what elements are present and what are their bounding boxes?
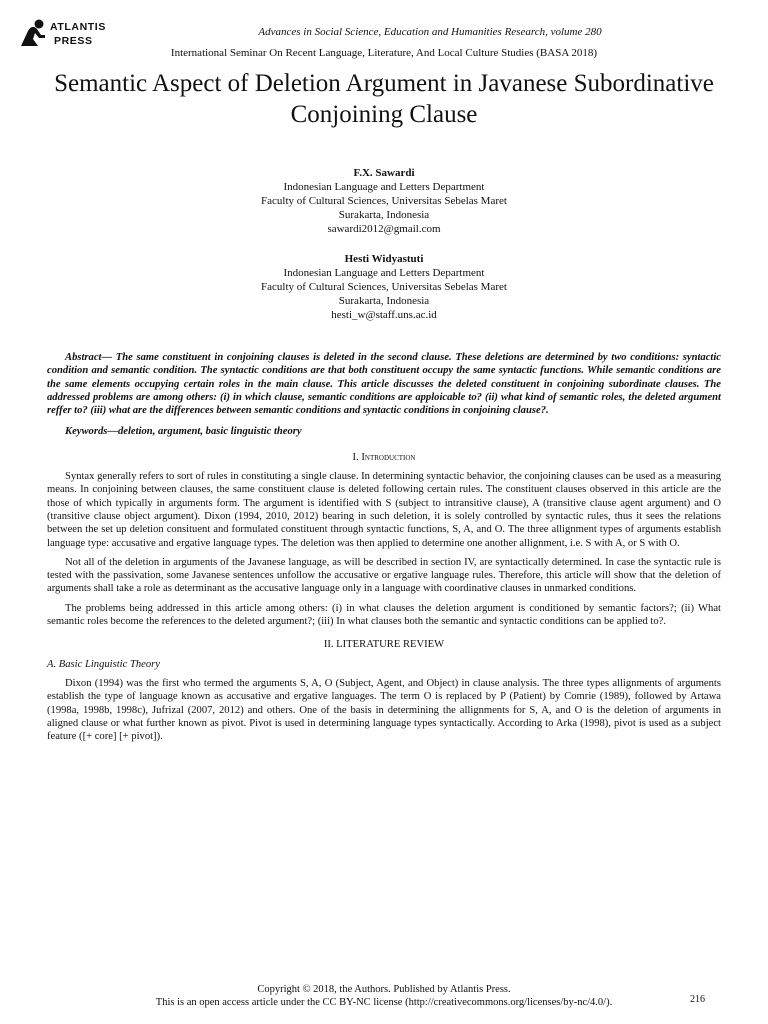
- paragraph: Syntax generally refers to sort of rules in constituting a single clause. In determining syntactic behavior, the conjoining clauses can be used as a measuring means. In conjoining between clauses, the same constituent clause is deleted following certain rules. The constituent clauses observed in this article are the those of which typically in arguments form. The argument is identified with S (subject to intransitive clause), A (transitive clause agent argument) and O (transitive clause object argument). Dixon (1994, 2010, 2012) bearing in such deletion, it is solely controlled by syntactic rules, thus it sees the relations between the set up deletion consituent and formulated constituent through syntactic functions, S, A, and O. The three allignment types of arguments establish language type: accusative and ergative language types. The deletion was then applied to determine one another allignment, i.e. S with A, or S with O.: [47, 471, 721, 549]
- paragraph: Dixon (1994) was the first who termed the arguments S, A, O (Subject, Agent, and Object) in clause analysis. The three types allignments of arguments establish the type of language known as accusative and ergative languages. The term O is replaced by P (Patient) by Comrie (1989), followed by Artawa (1998a, 1998b, 1998c), Jufrizal (2007, 2012) and others. One of the basis in determining the allignments for S, A, and O is the deletion of arguments in aligned clause or what further known as pivot. Pivot is used in determining language types syntactically. According to Arka (1998), pivot is used as a subject feature ([+ core] [+ pivot]).: [47, 677, 721, 743]
- author-faculty: Faculty of Cultural Sciences, Universitas Sebelas Maret: [261, 281, 507, 293]
- author-block: [0, 166, 768, 236]
- author-city: Surakarta, Indonesia: [338, 209, 430, 221]
- keywords: Keywords—deletion, argument, basic linguistic theory: [65, 426, 302, 438]
- author-email: hesti_w@staff.uns.ac.id: [331, 309, 437, 321]
- author-department: Indonesian Language and Letters Department: [283, 267, 485, 279]
- section-title: Introduction: [361, 451, 416, 463]
- author-department: Indonesian Language and Letters Department: [283, 181, 485, 193]
- license-line: This is an open access article under the CC BY-NC license (http://creativecommons.org/licenses/by-nc/4.0/).: [155, 997, 613, 1008]
- atlantis-figure-icon: [18, 18, 48, 48]
- paper-title: Semantic Aspect of Deletion Argument in Javanese Subordinative Conjoining Clause: [54, 70, 714, 128]
- paragraph: The problems being addressed in this article among others: (i) in what clauses the deletion argument is conditioned by semantic factors?; (ii) What semantic roles become the references to the deleted argument?; (iii) In what clauses both the semantic and syntactic conditions can be applied to?.: [47, 602, 721, 628]
- author-block: [0, 252, 768, 322]
- section-heading-introduction: [47, 451, 721, 464]
- journal-header: Advances in Social Science, Education and Humanities Research, volume 280: [258, 26, 602, 38]
- subsection-heading: A. Basic Linguistic Theory: [47, 658, 160, 670]
- paragraph: Not all of the deletion in arguments of the Javanese language, as will be described in section IV, are syntactically determined. In case the syntactic rule is tested with the passivation, some Javanese sentences unfollow the accusative or ergative language rules. Therefore, this article will show that the deletion of arguments shall take a role as determinant as the accusative language only in a language with coordinative clauses in unmarked conditions.: [47, 556, 721, 595]
- author-city: Surakarta, Indonesia: [338, 295, 430, 307]
- author-name: Hesti Widyastuti: [344, 253, 424, 265]
- copyright-line: Copyright © 2018, the Authors. Published by Atlantis Press.: [257, 984, 511, 995]
- paper-body: [47, 351, 721, 749]
- page-number: 216: [690, 994, 705, 1005]
- copyright-footer: [100, 983, 668, 1009]
- seminar-header: International Seminar On Recent Language, Literature, And Local Culture Studies (BASA 2018): [170, 47, 598, 59]
- logo-text-line2: PRESS: [54, 35, 93, 47]
- section-heading-literature-review: II. LITERATURE REVIEW: [323, 639, 445, 651]
- author-email: sawardi2012@gmail.com: [327, 223, 441, 235]
- section-number: I.: [352, 451, 359, 463]
- logo-text-line1: ATLANTIS: [50, 21, 106, 33]
- abstract: Abstract— The same constituent in conjoining clauses is deleted in the second clause. These deletions are determined by two conditions: syntactic condition and semantic condition. The syntactic conditions are that both constituent occupy the same syntactic functions. While semantic conditions are the same elements occupying certain roles in the main clause. This article discusses the deleted constituent in conjoining subordinate clauses. The addressed problems are among others: (i) in which clause, semantic conditions are apploicable to? (ii) what kind of semantic roles, the deleted argument reffer to? (iii) what are the differences between semantic conditions and syntactic conditions in conjoining clause?.: [47, 352, 721, 417]
- author-faculty: Faculty of Cultural Sciences, Universitas Sebelas Maret: [261, 195, 507, 207]
- author-name: F.X. Sawardi: [353, 167, 415, 179]
